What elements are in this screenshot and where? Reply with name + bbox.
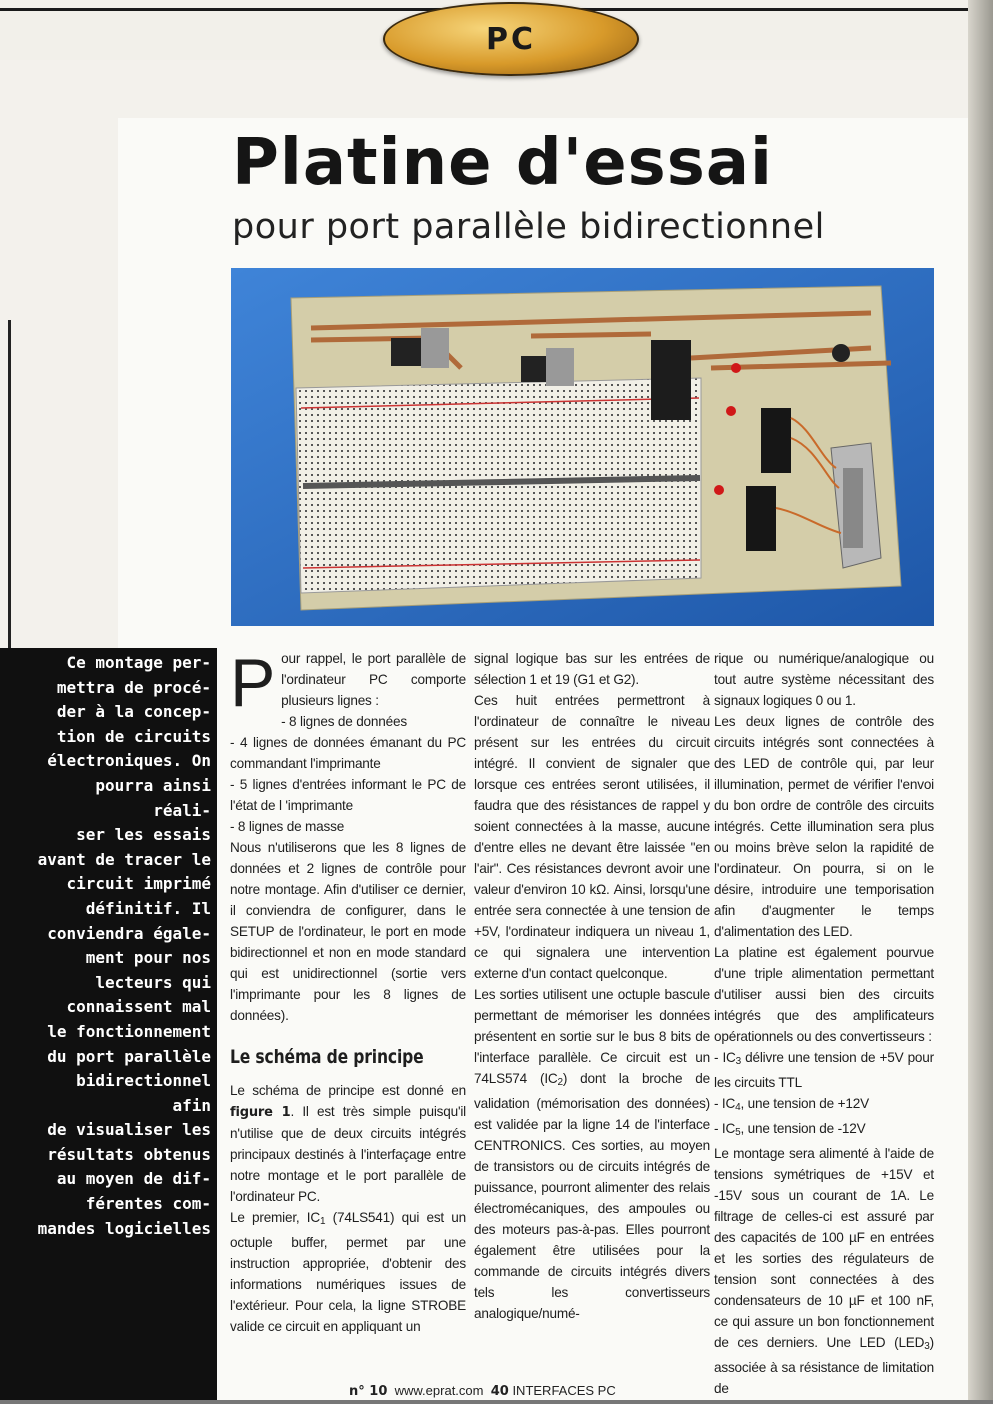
sidebar-line: conviendra égale- [47, 923, 211, 943]
list-item: - 4 lignes de données émanant du PC commandant l'imprimante [230, 735, 466, 771]
sidebar-line: Ce montage per- [66, 653, 211, 672]
intro-paragraph: Pour rappel, le port parallèle de l'ordinateur PC comporte plusieurs lignes : [230, 645, 466, 721]
paragraph: Ces huit entrées permettront à l'ordinateur de connaître le niveau présent sur les entrées du circuit intégré. Il convient de signaler que lorsque ces entrées seront utilisées, il faudra que des résistances de rappel y soient connectées à la masse, aucune d'entre elles ne devant être laissée "en l'air". Ces résistances devront avoir une valeur d'environ 10 kΩ. Ainsi, lorsqu'une entrée sera connectée à une tension de +5V, l'ordinateur indiquera un niveau 1, ce qui signalera une intervention externe d'un contact quelconque. [474, 693, 710, 981]
section-badge-label: PC [485, 22, 536, 57]
sidebar-line: du port parallèle [47, 1046, 211, 1066]
sidebar-line: de visualiser les [47, 1120, 211, 1140]
text-column-3 [714, 648, 934, 1399]
sidebar-line: résultats obtenus [47, 1144, 211, 1164]
issue-number: n° 10 [349, 1384, 388, 1399]
bottom-edge [0, 1400, 993, 1404]
sidebar-line: férentes com- [85, 1194, 211, 1214]
circuit-board-photo [231, 268, 934, 626]
sidebar-intro [30, 651, 211, 1241]
sidebar-line: avant de tracer le [37, 849, 211, 869]
sidebar-line: ment pour nos [85, 948, 211, 968]
text-column-2 [474, 648, 710, 1324]
sidebar-line: ser les essais [76, 825, 211, 845]
sidebar-line: connaissent mal [66, 997, 211, 1017]
list-item: - $IC_3$ délivre une tension de +5V pour les circuits TTL [714, 1050, 934, 1090]
paragraph: signal logique bas sur les entrées de sélection 1 et 19 (G1 et G2). [474, 651, 710, 687]
article-title: Platine d'essai [232, 126, 773, 200]
paragraph: La platine est également pourvue d'une triple alimentation permettant d'utiliser aussi bien des circuits intégrés que des amplificateurs opérationnels ou des convertisseurs : [714, 945, 934, 1044]
page-edge-shadow [968, 0, 993, 1404]
figure-reference: figure 1 [230, 1105, 291, 1120]
text-column-1 [230, 645, 466, 1337]
paragraph: Les sorties utilisent une octuple bascule permettant de mémoriser les données présentent en sortie sur le bus 8 bits de l'interface parallèle. Ce circuit est un 74LS574 $(IC_2)$ dont la broche de validation (mémorisation des données) est validée par la ligne 14 de l'interface CENTRONICS. Ces sorties, au moyen de transistors ou de circuits intégrés de puissance, pourront alimenter des relais électromécaniques, des ampoules ou des moteurs pas-à-pas. Elles pourront également être utilisées pour la commande de circuits intégrés divers tels les convertisseurs analogique/numé- [474, 987, 710, 1321]
paragraph: Nous n'utiliserons que les 8 lignes de données et 2 lignes de contrôle pour notre montage. Afin d'utiliser ce dernier, il conviendra de configurer, dans le SETUP de l'ordinateur, le port en mode bidirectionnel et non en mode standard qui est unidirectionnel (sortie vers l'imprimante pour les 8 lignes de données). [230, 840, 466, 1023]
sidebar-line: der à la concep- [56, 702, 211, 722]
section-heading: Le schéma de principe [230, 1046, 424, 1068]
sidebar-line: lecteurs qui [95, 972, 211, 992]
sidebar-line: le fonctionnement [47, 1021, 211, 1041]
list-item: - 8 lignes de masse [230, 819, 345, 834]
list-item: - $IC_5$, une tension de -12V [714, 1121, 866, 1138]
website: www.eprat.com [394, 1383, 484, 1398]
page-number: 40 [490, 1384, 509, 1399]
sidebar-line: mandes logicielles [37, 1218, 211, 1238]
article-subtitle: pour port parallèle bidirectionnel [232, 207, 825, 247]
breadboard-illustration [231, 268, 934, 626]
page-footer [349, 1383, 616, 1399]
sidebar-line: au moyen de dif- [56, 1169, 211, 1189]
sidebar-line: électroniques. On [47, 751, 211, 771]
sidebar-line: bidirectionnel afin [76, 1071, 211, 1115]
sidebar-line: tion de circuits [56, 726, 211, 746]
sidebar-line: mettra de procé- [56, 677, 211, 697]
list-item: - 8 lignes de données [281, 714, 407, 729]
list-item: - $IC_4$, une tension de +12V [714, 1096, 869, 1113]
magazine-section: INTERFACES PC [512, 1383, 616, 1398]
sidebar-line: circuit imprimé [66, 874, 211, 894]
paragraph: Le montage sera alimenté à l'aide de tensions symétriques de +15V et -15V sous un courant de 1A. Le filtrage de celles-ci est assuré par des capacités de 100 µF en entrées et les sorties des régulateurs de tension sont connectées à des condensateurs de 10 µF et 100 nF, ce qui assure un bon fonctionnement de ces derniers. Une LED $(LED_3)$ associée à sa résistance de limitation de [714, 1146, 934, 1396]
sidebar-line: pourra ainsi réali- [95, 775, 211, 820]
drop-cap: P [230, 645, 276, 721]
paragraph: Le premier, $IC_1$ (74LS541) qui est un octuple buffer, permet par une instruction appropriée, d'obtenir des informations numériques issues de l'extérieur. Pour cela, la ligne STROBE valide ce circuit en appliquant un [230, 1210, 466, 1334]
list-item: - 5 lignes d'entrées informant le PC de l'état de l 'imprimante [230, 777, 466, 813]
paragraph: rique ou numérique/analogique ou tout autre système nécessitant des signaux logiques 0 ou 1. [714, 651, 934, 708]
paragraph: Le schéma de principe est donné en figure 1. Il est très simple puisqu'il n'utilise que de deux circuits intégrés principaux destinés à l'interfaçage entre notre montage et le port parallèle de l'ordinateur PC. [230, 1083, 466, 1204]
binding-line [8, 320, 11, 650]
paragraph: Les deux lignes de contrôle des circuits intégrés sont connectées à des LED de contrôle qui, par leur illumination, permet de vérifier l'envoi du bon ordre de contrôle des circuits intégrés. Cette illumination sera plus ou moins brève selon la rapidité de l'ordinateur. On pourra, si on le désire, introduire une temporisation afin d'augmenter le temps d'alimentation des LED. [714, 714, 934, 939]
sidebar-line: définitif. Il [85, 898, 211, 918]
section-badge [383, 2, 639, 76]
